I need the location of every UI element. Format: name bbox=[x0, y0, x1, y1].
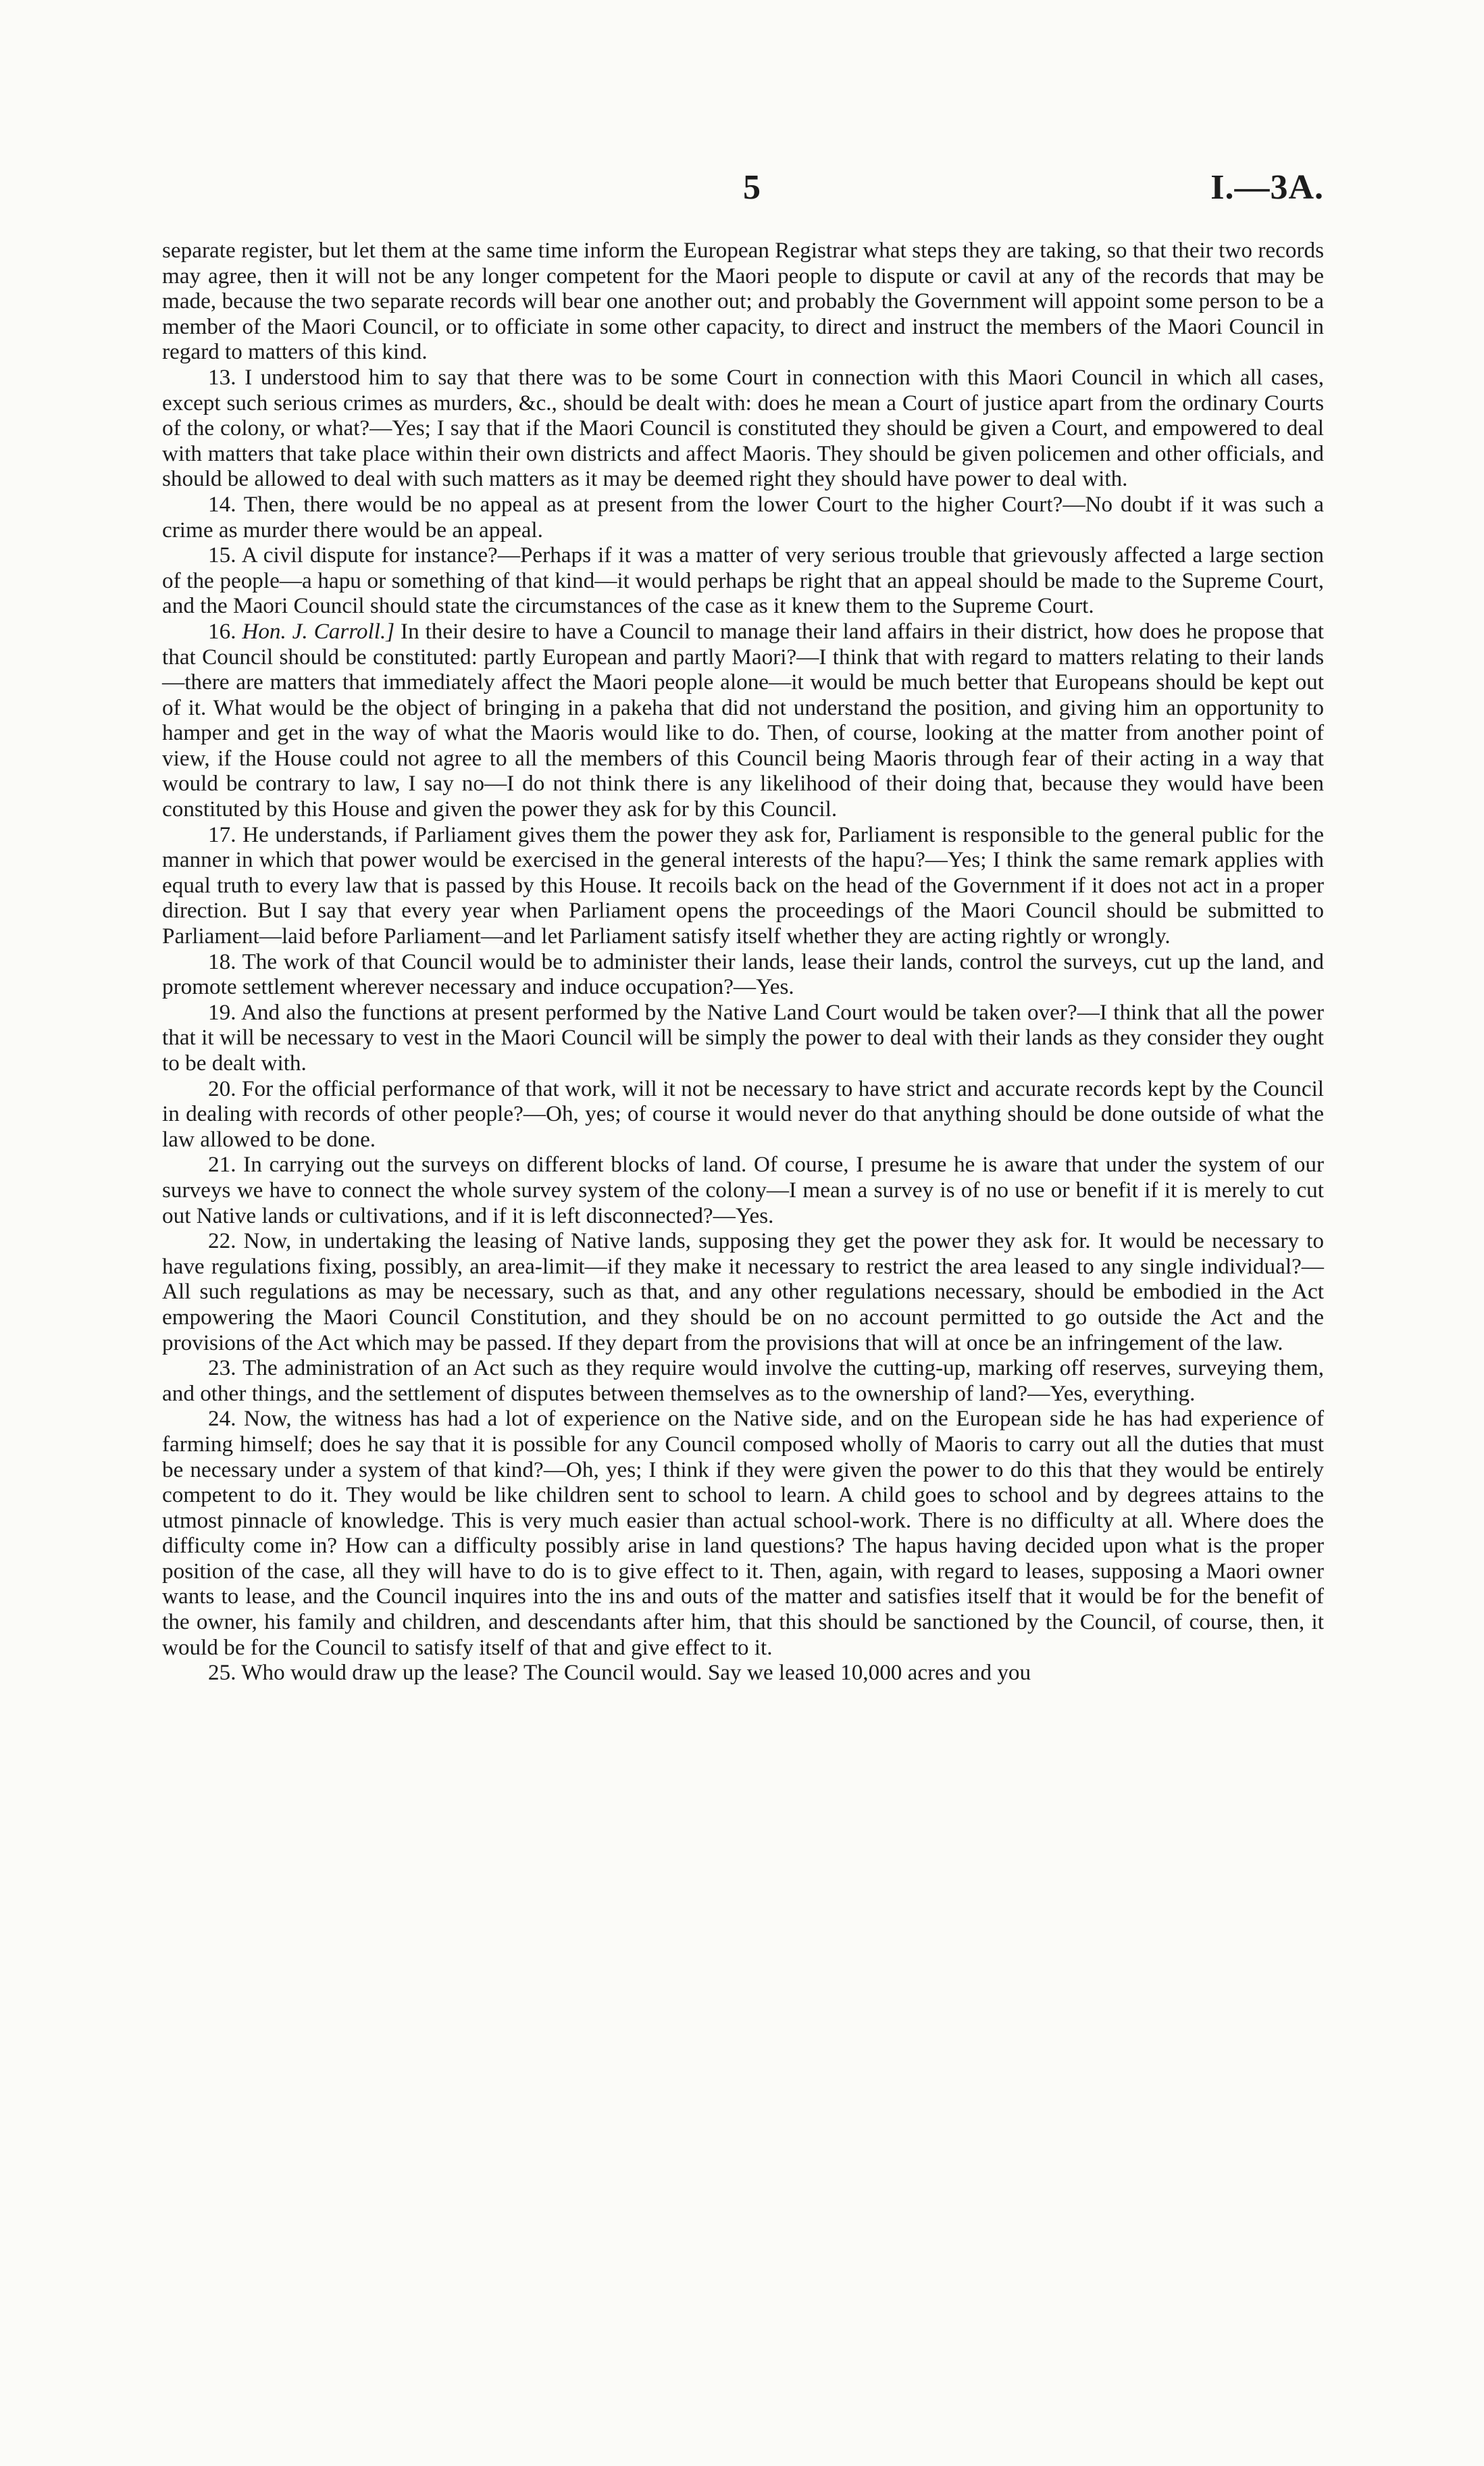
question-20: 20. For the official performance of that work, will it not be necessary to have strict and accurate records kept by the Council in dealing with records of other people?—Oh, yes; of course it would never do that anything should be done outside of what the law allowed to be done. bbox=[162, 1076, 1325, 1152]
speaker-name: Hon. J. Carroll.] bbox=[242, 618, 395, 644]
question-21: 21. In carrying out the surveys on different blocks of land. Of course, I presume he is aware that under the system of our surveys we have to connect the whole survey system of the colony—I mean a survey is of no use or benefit if it is merely to cut out Native lands or cultivations, and if it is left disconnected?—Yes. bbox=[162, 1152, 1324, 1228]
question-25: 25. Who would draw up the lease? The Council would. Say we leased 10,000 acres and you bbox=[208, 1660, 1031, 1686]
question-16: 16. Hon. J. Carroll.] In their desire to have a Council to manage their land affairs in their district, how does he propose that that Council should be constituted: partly European and partly Maori?—I think that with regard to matters relating to their lands—there are matters that immediately affect the Maori people alone—it would be much better that Europeans should be kept out of it. What would be the object of bringing in a pakeha that did not understand the position, and giving him an opportunity to hamper and get in the way of what the Maoris would like to do. Then, of course, looking at the matter from another point of view, if the House could not agree to all the members of this Council being Maoris through fear of their acting in a way that would be contrary to law, I say no—I do not think there is any likelihood of their doing that, because they would have been constituted by this House and given the power they ask for by this Council. bbox=[162, 618, 1324, 822]
page-number: 5 bbox=[743, 168, 761, 207]
question-19: 19. And also the functions at present performed by the Native Land Court would be taken over?—I think that all the power that it will be necessary to vest in the Maori Council will be simply the power to deal with their lands as they consider they ought to be dealt with. bbox=[162, 999, 1324, 1076]
body-text bbox=[162, 238, 1324, 1686]
page-header bbox=[162, 168, 1324, 215]
document-reference: I.—3A. bbox=[1210, 168, 1324, 207]
question-18: 18. The work of that Council would be to administer their lands, lease their lands, control the surveys, cut up the land, and promote settlement wherever necessary and induce occupation?—Yes. bbox=[162, 949, 1324, 1000]
question-17: 17. He understands, if Parliament gives them the power they ask for, Parliament is responsible to the general public for the manner in which that power would be exercised in the general interests of the hapu?—Yes; I think the same remark applies with equal truth to every law that is passed by this House. It recoils back on the head of the Government if it does not act in a proper direction. But I say that every year when Parliament opens the proceedings of the Maori Council should be submitted to Parliament—laid before Parliament—and let Parliament satisfy itself whether they are acting rightly or wrongly. bbox=[162, 822, 1324, 949]
question-24: 24. Now, the witness has had a lot of experience on the Native side, and on the European side he has had experience of farming himself; does he say that it is possible for any Council composed wholly of Maoris to carry out all the duties that must be necessary under a system of that kind?—Oh, yes; I think if they were given the power to do this that they would be entirely competent to do it. They would be like children sent to school to learn. A child goes to school and by degrees attains to the utmost pinnacle of knowledge. This is very much easier than actual school-work. There is no difficulty at all. Where does the difficulty come in? How can a difficulty possibly arise in land questions? The hapus having decided upon what is the proper position of the case, all they will have to do is to give effect to it. Then, again, with regard to leases, supposing a Maori owner wants to lease, and the Council inquires into the ins and outs of the matter and satisfies itself that it would be for the benefit of the owner, his family and children, and descendants after him, that this should be sanctioned by the Council, of course, then, it would be for the Council to satisfy itself of that and give effect to it. bbox=[162, 1406, 1324, 1660]
question-13: 13. I understood him to say that there was to be some Court in connection with this Maori Council in which all cases, except such serious crimes as murders, &c., should be dealt with: does he mean a Court of justice apart from the ordinary Courts of the colony, or what?—Yes; I say that if the Maori Council is constituted they should be given a Court, and empowered to deal with matters that take place within their own districts and affect Maoris. They should be given policemen and other officials, and should be allowed to deal with such matters as it may be deemed right they should have power to deal with. bbox=[162, 364, 1324, 492]
question-23: 23. The administration of an Act such as they require would involve the cutting-up, marking off reserves, surveying them, and other things, and the settlement of disputes between themselves as to the ownership of land?—Yes, everything. bbox=[162, 1355, 1325, 1406]
question-14: 14. Then, there would be no appeal as at present from the lower Court to the higher Court?—No doubt if it was such a crime as murder there would be an appeal. bbox=[162, 491, 1324, 543]
question-15: 15. A civil dispute for instance?—Perhaps if it was a matter of very serious trouble that grievously affected a large section of the people—a hapu or something of that kind—it would perhaps be right that an appeal should be made to the Supreme Court, and the Maori Council should state the circumstances of the case as it knew them to the Supreme Court. bbox=[162, 543, 1324, 619]
question-22: 22. Now, in undertaking the leasing of Native lands, supposing they get the power they ask for. It would be necessary to have regulations fixing, possibly, an area-limit—if they make it necessary to restrict the area leased to any single individual?—All such regulations as may be necessary, such as that, and any other regulations necessary, should be embodied in the Act empowering the Maori Council Constitution, and they should be on no account permitted to go outside the Act and the provisions of the Act which may be passed. If they depart from the provisions that will at once be an infringement of the law. bbox=[162, 1228, 1324, 1355]
paragraph-continued: separate register, but let them at the same time inform the European Registrar what steps they are taking, so that their two records may agree, then it will not be any longer competent for the Maori people to dispute or cavil at any of the records that may be made, because the two separate records will bear one another out; and probably the Government will appoint some person to be a member of the Maori Council, or to officiate in some other capacity, to direct and instruct the members of the Maori Council in regard to matters of this kind. bbox=[162, 238, 1324, 365]
